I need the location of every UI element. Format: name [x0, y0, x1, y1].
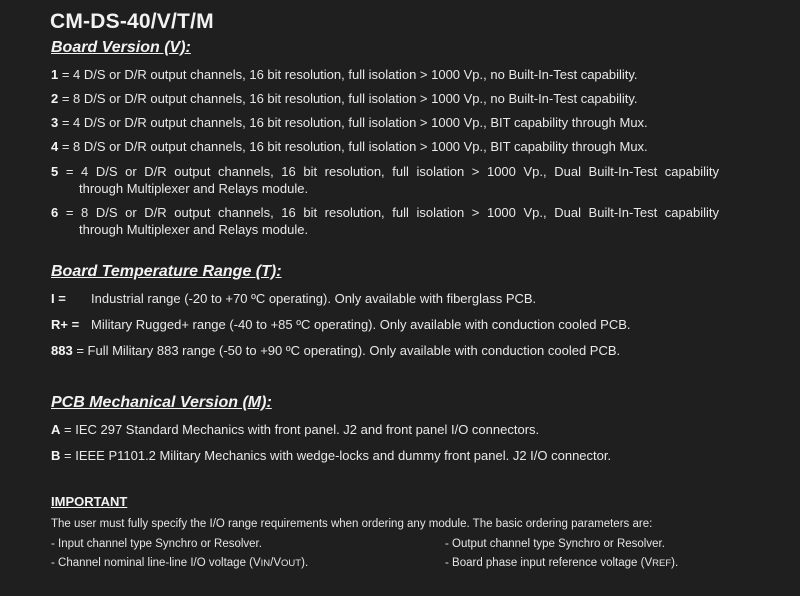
mechanical-item-b	[51, 448, 611, 463]
temperature-item-industrial	[51, 291, 536, 306]
param-output-type: - Output channel type Synchro or Resolver.	[445, 538, 665, 550]
item-text: = 4 D/S or D/R output channels, 16 bit resolution, full isolation > 1000 Vp., BIT capability through Mux.	[58, 115, 648, 130]
important-heading: IMPORTANT	[51, 494, 128, 509]
item-code: 3	[51, 115, 59, 130]
item-text: = 4 D/S or D/R output channels, 16 bit resolution, full isolation > 1000 Vp., no Built-In-Test capability.	[58, 67, 638, 82]
board-version-heading: Board Version (V):	[51, 39, 191, 56]
item-code: B	[51, 448, 61, 463]
mechanical-item-a	[51, 422, 539, 437]
text-part: IN	[260, 558, 271, 569]
board-version-item-1	[51, 67, 638, 82]
board-version-item-4	[51, 139, 648, 154]
item-text: = 8 D/S or D/R output channels, 16 bit resolution, full isolation > 1000 Vp., no Built-In-Test capability.	[58, 91, 638, 106]
board-version-item-5	[51, 163, 719, 180]
text-part: - Channel nominal line-line I/O voltage (V	[51, 557, 261, 569]
text-part: ).	[301, 557, 309, 569]
item-text: = IEEE P1101.2 Military Mechanics with wedge-locks and dummy front panel. J2 I/O connector.	[60, 448, 612, 463]
item-text: = 8 D/S or D/R output channels, 16 bit resolution, full isolation > 1000 Vp., BIT capability through Mux.	[58, 139, 648, 154]
item-code: 6	[51, 205, 59, 220]
item-code: 1	[51, 67, 59, 82]
text-part: OUT	[281, 558, 302, 569]
param-input-type: - Input channel type Synchro or Resolver.	[51, 538, 262, 550]
important-intro: The user must fully specify the I/O range requirements when ordering any module. The basic ordering parameters are:	[51, 518, 653, 530]
item-code: 883	[51, 343, 73, 358]
item-code: 2	[51, 91, 59, 106]
item-text: = Full Military 883 range (-50 to +90 ºC operating). Only available with conduction cooled PCB.	[72, 343, 621, 358]
item-code: R+ =	[51, 317, 80, 332]
item-code: 5	[51, 164, 59, 179]
board-version-item-3	[51, 115, 648, 130]
text-part: ).	[671, 557, 679, 569]
board-version-item-6-cont: through Multiplexer and Relays module.	[79, 222, 309, 237]
text-part: REF	[652, 558, 672, 569]
temperature-item-883	[51, 343, 620, 358]
param-reference-voltage	[445, 557, 678, 569]
temperature-heading: Board Temperature Range (T):	[51, 263, 282, 280]
item-text: = 4 D/S or D/R output channels, 16 bit resolution, full isolation > 1000 Vp., Dual Built-In-Test capability	[58, 164, 719, 179]
item-text: Military Rugged+ range (-40 to +85 ºC operating). Only available with conduction cooled PCB.	[91, 317, 631, 332]
item-text: = IEC 297 Standard Mechanics with front panel. J2 and front panel I/O connectors.	[60, 422, 540, 437]
param-line-voltage	[51, 557, 308, 569]
page-title: CM-DS-40/V/T/M	[50, 10, 214, 33]
board-version-item-2	[51, 91, 638, 106]
item-text: = 8 D/S or D/R output channels, 16 bit resolution, full isolation > 1000 Vp., Dual Built-In-Test capability	[58, 205, 719, 220]
item-code: I =	[51, 291, 66, 306]
item-code: A	[51, 422, 61, 437]
mechanical-heading: PCB Mechanical Version (M):	[51, 394, 272, 411]
board-version-item-6	[51, 204, 719, 221]
item-code: 4	[51, 139, 59, 154]
text-part: /V	[270, 557, 282, 569]
board-version-item-5-cont: through Multiplexer and Relays module.	[79, 181, 309, 196]
temperature-item-rugged	[51, 317, 631, 332]
text-part: - Board phase input reference voltage (V	[445, 557, 653, 569]
item-text: Industrial range (-20 to +70 ºC operating). Only available with fiberglass PCB.	[91, 291, 537, 306]
